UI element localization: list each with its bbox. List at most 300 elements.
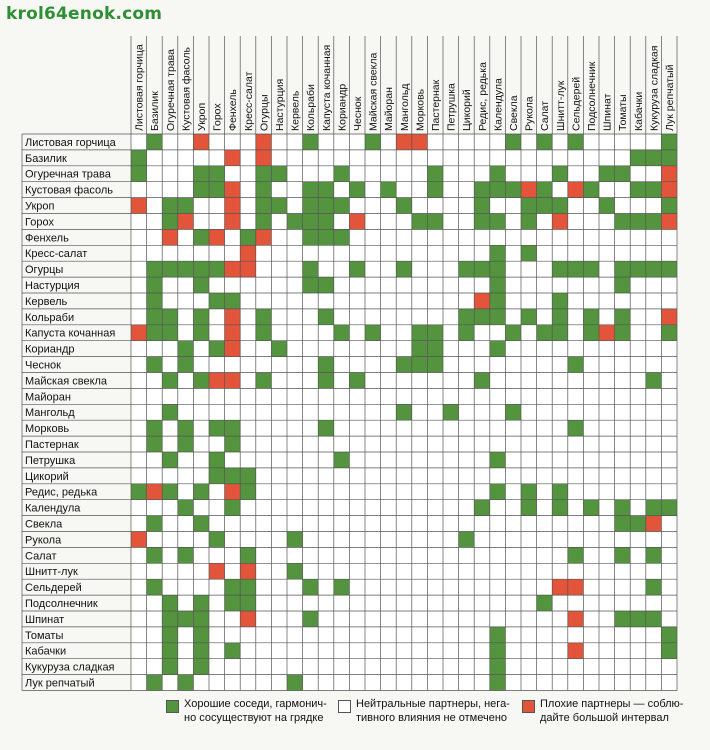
cell-r9-c1 [147,277,163,293]
cell-r11-c14 [349,309,365,325]
cell-r23-c14 [349,500,365,516]
cell-r14-c23 [490,357,506,373]
cell-r32-c3 [178,643,194,659]
cell-r27-c15 [365,563,381,579]
cell-r30-c17 [396,611,412,627]
cell-r19-c32 [630,436,646,452]
cell-r17-c21 [459,404,475,420]
cell-r32-c16 [381,643,397,659]
cell-r14-c12 [318,357,334,373]
cell-r33-c14 [349,659,365,675]
cell-r2-c16 [381,166,397,182]
cell-r3-c12 [318,182,334,198]
cell-r18-c33 [646,420,662,436]
cell-r17-c14 [349,404,365,420]
cell-r30-c32 [630,611,646,627]
cell-r11-c8 [256,309,272,325]
cell-r26-c8 [256,547,272,563]
cell-r3-c10 [287,182,303,198]
cell-r4-c7 [240,198,256,214]
cell-r32-c22 [474,643,490,659]
cell-r7-c13 [334,245,350,261]
cell-r27-c18 [412,563,428,579]
cell-r31-c9 [271,627,287,643]
cell-r21-c7 [240,468,256,484]
cell-r12-c9 [271,325,287,341]
row-label-27: Шнитт-лук [25,566,78,579]
cell-r7-c30 [599,245,615,261]
cell-r14-c31 [615,357,631,373]
row-label-22: Редис, редька [25,486,98,499]
cell-r5-c25 [521,214,537,230]
cell-r33-c7 [240,659,256,675]
cell-r21-c23 [490,468,506,484]
cell-r12-c20 [443,325,459,341]
cell-r19-c33 [646,436,662,452]
row-label-30: Шпинат [25,613,65,626]
cell-r34-c26 [537,675,553,691]
cell-r29-c32 [630,595,646,611]
cell-r14-c33 [646,357,662,373]
cell-r15-c31 [615,373,631,389]
cell-r5-c12 [318,214,334,230]
cell-r28-c18 [412,579,428,595]
cell-r25-c28 [568,532,584,548]
cell-r10-c4 [193,293,209,309]
cell-r2-c31 [615,166,631,182]
cell-r9-c4 [193,277,209,293]
cell-r9-c23 [490,277,506,293]
cell-r3-c5 [209,182,225,198]
legend-bad-text [540,697,710,725]
cell-r10-c2 [162,293,178,309]
cell-r20-c0 [131,452,147,468]
cell-r13-c22 [474,341,490,357]
cell-r19-c26 [537,436,553,452]
cell-r3-c31 [615,182,631,198]
cell-r27-c8 [256,563,272,579]
cell-r6-c4 [193,229,209,245]
column-label-3: Кустовая фасоль [180,47,193,131]
cell-r26-c32 [630,547,646,563]
cell-r7-c31 [615,245,631,261]
cell-r18-c5 [209,420,225,436]
cell-r29-c2 [162,595,178,611]
cell-r19-c28 [568,436,584,452]
cell-r10-c31 [615,293,631,309]
cell-r22-c9 [271,484,287,500]
cell-r31-c31 [615,627,631,643]
cell-r1-c11 [303,150,319,166]
cell-r26-c19 [427,547,443,563]
cell-r30-c18 [412,611,428,627]
cell-r27-c14 [349,563,365,579]
cell-r31-c7 [240,627,256,643]
cell-r6-c11 [303,229,319,245]
cell-r28-c29 [583,579,599,595]
cell-r5-c28 [568,214,584,230]
cell-r21-c11 [303,468,319,484]
cell-r4-c9 [271,198,287,214]
cell-r33-c8 [256,659,272,675]
cell-r17-c23 [490,404,506,420]
cell-r30-c15 [365,611,381,627]
cell-r25-c23 [490,532,506,548]
cell-r14-c4 [193,357,209,373]
cell-r26-c33 [646,547,662,563]
cell-r25-c19 [427,532,443,548]
cell-r23-c4 [193,500,209,516]
cell-r28-c0 [131,579,147,595]
cell-r21-c8 [256,468,272,484]
cell-r0-c22 [474,134,490,150]
row-label-13: Кориандр [25,343,75,356]
cell-r12-c11 [303,325,319,341]
cell-r0-c18 [412,134,428,150]
cell-r16-c24 [505,388,521,404]
cell-r23-c25 [521,500,537,516]
cell-r10-c12 [318,293,334,309]
column-label-25: Рукола [523,96,536,131]
row-label-21: Цикорий [25,470,69,483]
cell-r5-c21 [459,214,475,230]
cell-r28-c24 [505,579,521,595]
cell-r13-c27 [552,341,568,357]
cell-r12-c2 [162,325,178,341]
cell-r28-c23 [490,579,506,595]
cell-r9-c26 [537,277,553,293]
cell-r12-c21 [459,325,475,341]
cell-r23-c23 [490,500,506,516]
cell-r20-c1 [147,452,163,468]
cell-r28-c12 [318,579,334,595]
cell-r5-c18 [412,214,428,230]
heatmap-cells [131,134,677,691]
cell-r32-c24 [505,643,521,659]
cell-r31-c3 [178,627,194,643]
cell-r6-c0 [131,229,147,245]
cell-r28-c19 [427,579,443,595]
cell-r25-c29 [583,532,599,548]
cell-r16-c10 [287,388,303,404]
cell-r18-c13 [334,420,350,436]
cell-r31-c11 [303,627,319,643]
cell-r33-c5 [209,659,225,675]
cell-r6-c33 [646,229,662,245]
cell-r21-c22 [474,468,490,484]
cell-r27-c11 [303,563,319,579]
cell-r8-c30 [599,261,615,277]
cell-r19-c22 [474,436,490,452]
cell-r27-c1 [147,563,163,579]
cell-r4-c12 [318,198,334,214]
cell-r12-c17 [396,325,412,341]
row-labels [25,137,117,690]
cell-r34-c24 [505,675,521,691]
cell-r9-c25 [521,277,537,293]
cell-r22-c15 [365,484,381,500]
cell-r31-c10 [287,627,303,643]
cell-r30-c11 [303,611,319,627]
cell-r23-c0 [131,500,147,516]
cell-r29-c11 [303,595,319,611]
cell-r0-c27 [552,134,568,150]
cell-r9-c7 [240,277,256,293]
cell-r6-c28 [568,229,584,245]
cell-r2-c20 [443,166,459,182]
cell-r11-c30 [599,309,615,325]
cell-r0-c14 [349,134,365,150]
cell-r14-c0 [131,357,147,373]
cell-r14-c6 [225,357,241,373]
cell-r1-c21 [459,150,475,166]
cell-r24-c3 [178,516,194,532]
cell-r33-c15 [365,659,381,675]
cell-r4-c5 [209,198,225,214]
cell-r34-c25 [521,675,537,691]
cell-r29-c30 [599,595,615,611]
cell-r32-c19 [427,643,443,659]
cell-r14-c29 [583,357,599,373]
cell-r15-c25 [521,373,537,389]
cell-r4-c26 [537,198,553,214]
cell-r4-c28 [568,198,584,214]
cell-r3-c9 [271,182,287,198]
cell-r14-c2 [162,357,178,373]
legend-good-swatch [166,700,179,713]
cell-r20-c9 [271,452,287,468]
cell-r7-c1 [147,245,163,261]
cell-r10-c28 [568,293,584,309]
cell-r14-c21 [459,357,475,373]
cell-r32-c27 [552,643,568,659]
cell-r22-c25 [521,484,537,500]
cell-r34-c21 [459,675,475,691]
cell-r2-c2 [162,166,178,182]
cell-r17-c12 [318,404,334,420]
cell-r3-c8 [256,182,272,198]
row-label-16: Майоран [25,391,71,404]
cell-r31-c22 [474,627,490,643]
cell-r18-c24 [505,420,521,436]
cell-r5-c3 [178,214,194,230]
cell-r5-c22 [474,214,490,230]
cell-r0-c9 [271,134,287,150]
cell-r19-c16 [381,436,397,452]
cell-r3-c15 [365,182,381,198]
cell-r20-c34 [661,452,677,468]
cell-r29-c34 [661,595,677,611]
cell-r10-c24 [505,293,521,309]
cell-r12-c3 [178,325,194,341]
cell-r26-c9 [271,547,287,563]
cell-r14-c13 [334,357,350,373]
cell-r33-c30 [599,659,615,675]
cell-r17-c6 [225,404,241,420]
cell-r11-c16 [381,309,397,325]
cell-r27-c33 [646,563,662,579]
cell-r3-c17 [396,182,412,198]
cell-r20-c20 [443,452,459,468]
cell-r12-c30 [599,325,615,341]
cell-r16-c6 [225,388,241,404]
cell-r6-c9 [271,229,287,245]
cell-r26-c1 [147,547,163,563]
cell-r4-c27 [552,198,568,214]
cell-r0-c20 [443,134,459,150]
row-label-0: Листовая горчица [25,136,116,149]
cell-r12-c22 [474,325,490,341]
cell-r10-c30 [599,293,615,309]
cell-r33-c0 [131,659,147,675]
cell-r2-c24 [505,166,521,182]
cell-r27-c25 [521,563,537,579]
column-label-11: Кольраби [305,84,318,131]
cell-r31-c27 [552,627,568,643]
cell-r13-c11 [303,341,319,357]
cell-r7-c10 [287,245,303,261]
cell-r19-c10 [287,436,303,452]
column-label-32: Кабачки [632,91,645,131]
cell-r9-c24 [505,277,521,293]
cell-r28-c30 [599,579,615,595]
cell-r0-c1 [147,134,163,150]
cell-r13-c25 [521,341,537,357]
cell-r23-c33 [646,500,662,516]
cell-r4-c13 [334,198,350,214]
cell-r11-c34 [661,309,677,325]
cell-r24-c8 [256,516,272,532]
cell-r32-c29 [583,643,599,659]
cell-r14-c19 [427,357,443,373]
cell-r16-c34 [661,388,677,404]
legend-neutral-swatch [338,700,351,713]
cell-r34-c5 [209,675,225,691]
cell-r29-c19 [427,595,443,611]
cell-r17-c31 [615,404,631,420]
legend-good-line1: Хорошие соседи, гармонич- [184,698,327,710]
cell-r27-c13 [334,563,350,579]
cell-r4-c16 [381,198,397,214]
cell-r11-c7 [240,309,256,325]
cell-r31-c19 [427,627,443,643]
cell-r14-c32 [630,357,646,373]
cell-r10-c0 [131,293,147,309]
cell-r29-c33 [646,595,662,611]
cell-r16-c26 [537,388,553,404]
cell-r21-c31 [615,468,631,484]
cell-r28-c21 [459,579,475,595]
cell-r9-c21 [459,277,475,293]
cell-r27-c30 [599,563,615,579]
legend-bad-line2: дайте большой интервал [540,712,669,724]
cell-r5-c8 [256,214,272,230]
cell-r26-c17 [396,547,412,563]
cell-r27-c26 [537,563,553,579]
cell-r28-c11 [303,579,319,595]
cell-r31-c15 [365,627,381,643]
cell-r26-c5 [209,547,225,563]
row-label-4: Укроп [25,200,55,213]
cell-r22-c27 [552,484,568,500]
legend [166,697,706,747]
column-label-9: Настурция [274,78,286,131]
cell-r5-c0 [131,214,147,230]
cell-r15-c6 [225,373,241,389]
cell-r5-c16 [381,214,397,230]
cell-r31-c32 [630,627,646,643]
cell-r34-c10 [287,675,303,691]
cell-r8-c14 [349,261,365,277]
cell-r5-c6 [225,214,241,230]
cell-r16-c18 [412,388,428,404]
cell-r12-c1 [147,325,163,341]
cell-r7-c34 [661,245,677,261]
cell-r31-c24 [505,627,521,643]
cell-r21-c9 [271,468,287,484]
cell-r18-c3 [178,420,194,436]
cell-r14-c34 [661,357,677,373]
cell-r26-c7 [240,547,256,563]
cell-r13-c4 [193,341,209,357]
cell-r19-c30 [599,436,615,452]
cell-r8-c19 [427,261,443,277]
column-label-6: Фенхель [227,89,240,131]
cell-r18-c2 [162,420,178,436]
cell-r33-c9 [271,659,287,675]
cell-r25-c27 [552,532,568,548]
cell-r11-c31 [615,309,631,325]
cell-r20-c15 [365,452,381,468]
cell-r25-c15 [365,532,381,548]
cell-r7-c7 [240,245,256,261]
cell-r6-c17 [396,229,412,245]
cell-r12-c16 [381,325,397,341]
cell-r21-c25 [521,468,537,484]
cell-r25-c3 [178,532,194,548]
cell-r30-c13 [334,611,350,627]
cell-r5-c29 [583,214,599,230]
cell-r7-c26 [537,245,553,261]
column-label-21: Цикорий [461,89,474,131]
cell-r7-c33 [646,245,662,261]
cell-r8-c10 [287,261,303,277]
cell-r19-c3 [178,436,194,452]
cell-r23-c8 [256,500,272,516]
cell-r1-c33 [646,150,662,166]
cell-r33-c19 [427,659,443,675]
cell-r28-c9 [271,579,287,595]
cell-r12-c4 [193,325,209,341]
cell-r33-c28 [568,659,584,675]
cell-r32-c7 [240,643,256,659]
cell-r34-c13 [334,675,350,691]
column-label-5: Горох [211,103,224,131]
cell-r3-c14 [349,182,365,198]
cell-r1-c6 [225,150,241,166]
cell-r5-c9 [271,214,287,230]
cell-r6-c27 [552,229,568,245]
cell-r26-c30 [599,547,615,563]
cell-r27-c5 [209,563,225,579]
cell-r8-c21 [459,261,475,277]
cell-r22-c20 [443,484,459,500]
row-label-9: Настурция [25,280,80,292]
cell-r13-c29 [583,341,599,357]
column-label-1: Базилик [149,91,162,131]
cell-r34-c29 [583,675,599,691]
cell-r13-c7 [240,341,256,357]
